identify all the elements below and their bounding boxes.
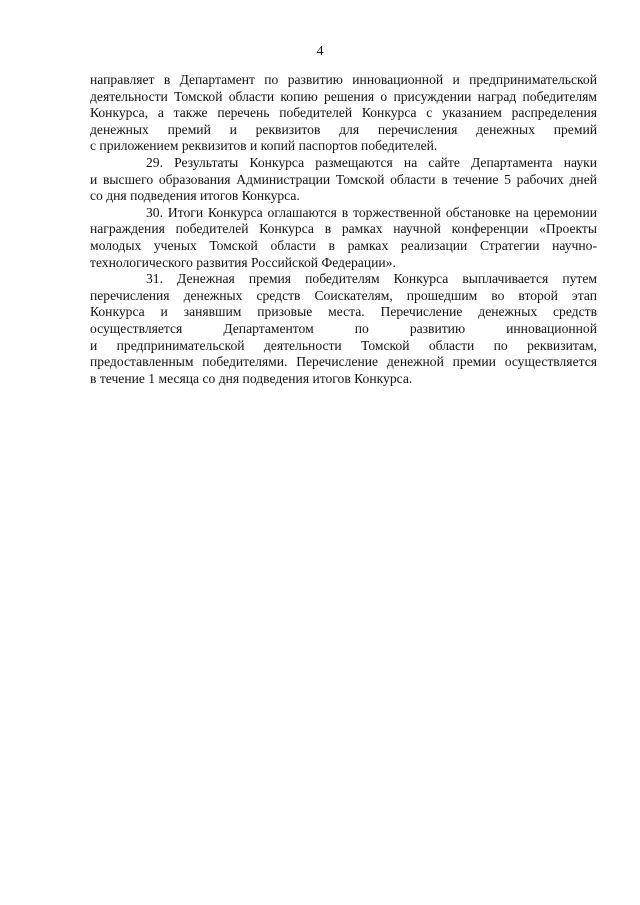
text-line: 29. Результаты Конкурса размещаются на сайте Департамента науки (146, 154, 597, 170)
text-line: со дня подведения итогов Конкурса. (90, 188, 300, 204)
paragraph-31 (90, 271, 597, 387)
text-line: и высшего образования Администрации Томской области в течение 5 рабочих дней (90, 171, 597, 187)
text-line: 30. Итоги Конкурса оглашаются в торжественной обстановке на церемонии (146, 204, 597, 220)
paragraph-29 (90, 155, 597, 205)
text-line: осуществляется Департаментом по развитию инновационной (90, 320, 597, 336)
text-line: молодых ученых Томской области в рамках реализации Стратегии научно- (90, 237, 597, 253)
text-line: и предпринимательской деятельности Томской области по реквизитам, (90, 337, 597, 353)
text-line: награждения победителей Конкурса в рамках научной конференции «Проекты (90, 221, 597, 237)
text-line: в течение 1 месяца со дня подведения итогов Конкурса. (90, 370, 413, 386)
text-line: деятельности Томской области копию решения о присуждении наград победителям (90, 88, 597, 104)
text-line: направляет в Департамент по развитию инновационной и предпринимательской (90, 72, 597, 87)
paragraph-continuation (90, 72, 597, 155)
paragraph-30 (90, 205, 597, 271)
text-line: с приложением реквизитов и копий паспортов победителей. (90, 138, 438, 154)
text-line: технологического развития Российской Федерации». (90, 254, 396, 270)
text-line: денежных премий и реквизитов для перечисления денежных премий (90, 121, 597, 137)
text-line: Конкурса и занявшим призовые места. Перечисление денежных средств (90, 304, 597, 320)
text-line: 31. Денежная премия победителям Конкурса выплачивается путем (146, 271, 597, 287)
document-body (90, 72, 597, 387)
text-line: предоставленным победителями. Перечисление денежной премии осуществляется (90, 354, 597, 370)
page-number: 4 (316, 44, 324, 59)
text-line: Конкурса, а также перечень победителей Конкурса с указанием распределения (90, 105, 597, 121)
text-line: перечисления денежных средств Соискателям, прошедшим во второй этап (90, 287, 597, 303)
